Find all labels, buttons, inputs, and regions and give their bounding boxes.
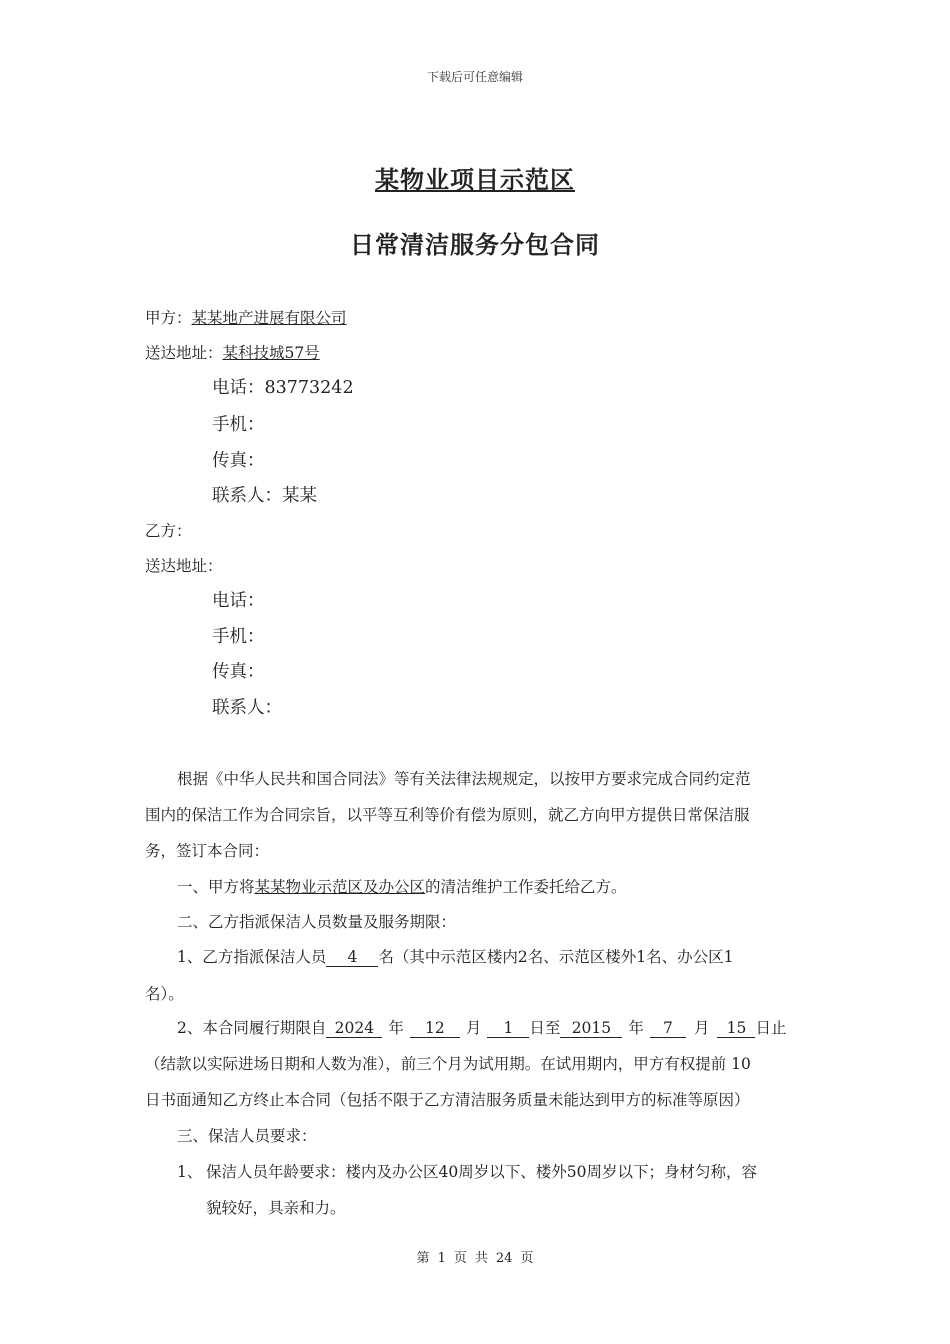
party-a-fax-label: 传真： bbox=[212, 451, 265, 471]
end-month: 7 bbox=[650, 1019, 686, 1038]
party-a-contact-line bbox=[212, 482, 317, 507]
end-day: 15 bbox=[717, 1019, 755, 1038]
page-footer bbox=[0, 1247, 950, 1266]
party-b-label: 乙方： bbox=[145, 522, 192, 540]
party-a-address: 某科技城57号 bbox=[222, 344, 320, 362]
footer-page-num: 1 bbox=[437, 1251, 446, 1266]
party-a-address-label: 送达地址： bbox=[145, 344, 223, 362]
footer-page-unit: 页 bbox=[453, 1251, 467, 1266]
start-year: 2024 bbox=[326, 1019, 382, 1038]
clause3-1-num: 1、 bbox=[177, 1163, 203, 1181]
party-b-contact-label: 联系人： bbox=[212, 698, 282, 718]
clause2-2-line2: （结款以实际进场日期和人数为准），前三个月为试用期。在试用期内，甲方有权提前 10 bbox=[145, 1055, 751, 1073]
clause1-scope: 某某物业示范区及办公区 bbox=[254, 878, 426, 896]
party-a-address-line bbox=[145, 341, 320, 363]
clause2-1-suffix: 名（其中示范区楼内2名、示范区楼外1名、办公区1 bbox=[378, 948, 734, 966]
title-line2: 日常清洁服务分包合同 bbox=[350, 231, 600, 259]
party-a-label: 甲方： bbox=[145, 309, 192, 327]
party-b-address-label: 送达地址： bbox=[145, 557, 223, 575]
end-year-label: 年 bbox=[628, 1019, 644, 1037]
clause3-1-line1: 保洁人员年龄要求：楼内及办公区40周岁以下、楼外50周岁以下；身材匀称，容 bbox=[206, 1163, 757, 1181]
party-a-contact: 某某 bbox=[282, 486, 317, 506]
party-a-line bbox=[145, 306, 347, 328]
intro-line1: 根据《中华人民共和国合同法》等有关法律法规规定，以按甲方要求完成合同约定范 bbox=[177, 770, 751, 788]
clause2-2 bbox=[177, 1016, 786, 1038]
party-a-name: 某某地产进展有限公司 bbox=[191, 309, 347, 327]
clause1 bbox=[177, 875, 627, 897]
clause2-1 bbox=[177, 945, 733, 967]
party-a-mobile-label: 手机： bbox=[212, 415, 265, 435]
clause3-title: 三、保洁人员要求： bbox=[177, 1127, 317, 1145]
end-month-label: 月 bbox=[693, 1019, 710, 1037]
clause1-suffix: 的清洁维护工作委托给乙方。 bbox=[425, 878, 627, 896]
clause2-2-line3: 日书面通知乙方终止本合同（包括不限于乙方清洁服务质量未能达到甲方的标准等原因） bbox=[145, 1091, 750, 1109]
title-line1: 某物业项目示范区 bbox=[375, 166, 575, 194]
start-month: 12 bbox=[410, 1019, 460, 1038]
clause1-prefix: 一、甲方将 bbox=[177, 878, 255, 896]
clause2-1-line2: 名）。 bbox=[145, 985, 184, 1003]
party-a-phone-label: 电话： bbox=[212, 378, 265, 398]
intro-line3: 务，签订本合同： bbox=[145, 842, 270, 860]
intro-line2: 围内的保洁工作为合同宗旨，以平等互利等价有偿为原则，就乙方向甲方提供日常保洁服 bbox=[145, 806, 750, 824]
party-a-phone: 83773242 bbox=[264, 378, 354, 398]
end-label: 日止 bbox=[755, 1019, 787, 1037]
party-a-contact-label: 联系人： bbox=[212, 486, 282, 506]
clause2-1-count: 4 bbox=[326, 948, 378, 967]
footer-page-label: 第 bbox=[416, 1251, 430, 1266]
year-label: 年 bbox=[388, 1019, 404, 1037]
footer-total-pages: 24 bbox=[495, 1251, 513, 1266]
party-b-fax-label: 传真： bbox=[212, 662, 265, 682]
month-label: 月 bbox=[465, 1019, 482, 1037]
day-to-label: 日至 bbox=[529, 1019, 561, 1037]
header-note: 下载后可任意编辑 bbox=[426, 70, 523, 84]
end-year: 2015 bbox=[560, 1019, 622, 1038]
party-b-phone-label: 电话： bbox=[212, 591, 265, 611]
clause3-1-line2: 貌较好，具亲和力。 bbox=[206, 1199, 346, 1217]
start-day: 1 bbox=[487, 1019, 529, 1038]
party-b-mobile-label: 手机： bbox=[212, 627, 265, 647]
clause2-2-prefix: 2、本合同履行期限自 bbox=[177, 1019, 327, 1037]
party-a-phone-line bbox=[212, 374, 354, 399]
clause2-1-prefix: 1、乙方指派保洁人员 bbox=[177, 948, 327, 966]
footer-total-label: 共 bbox=[474, 1251, 488, 1266]
footer-total-unit: 页 bbox=[520, 1251, 534, 1266]
clause2-title: 二、乙方指派保洁人员数量及服务期限： bbox=[177, 913, 457, 931]
